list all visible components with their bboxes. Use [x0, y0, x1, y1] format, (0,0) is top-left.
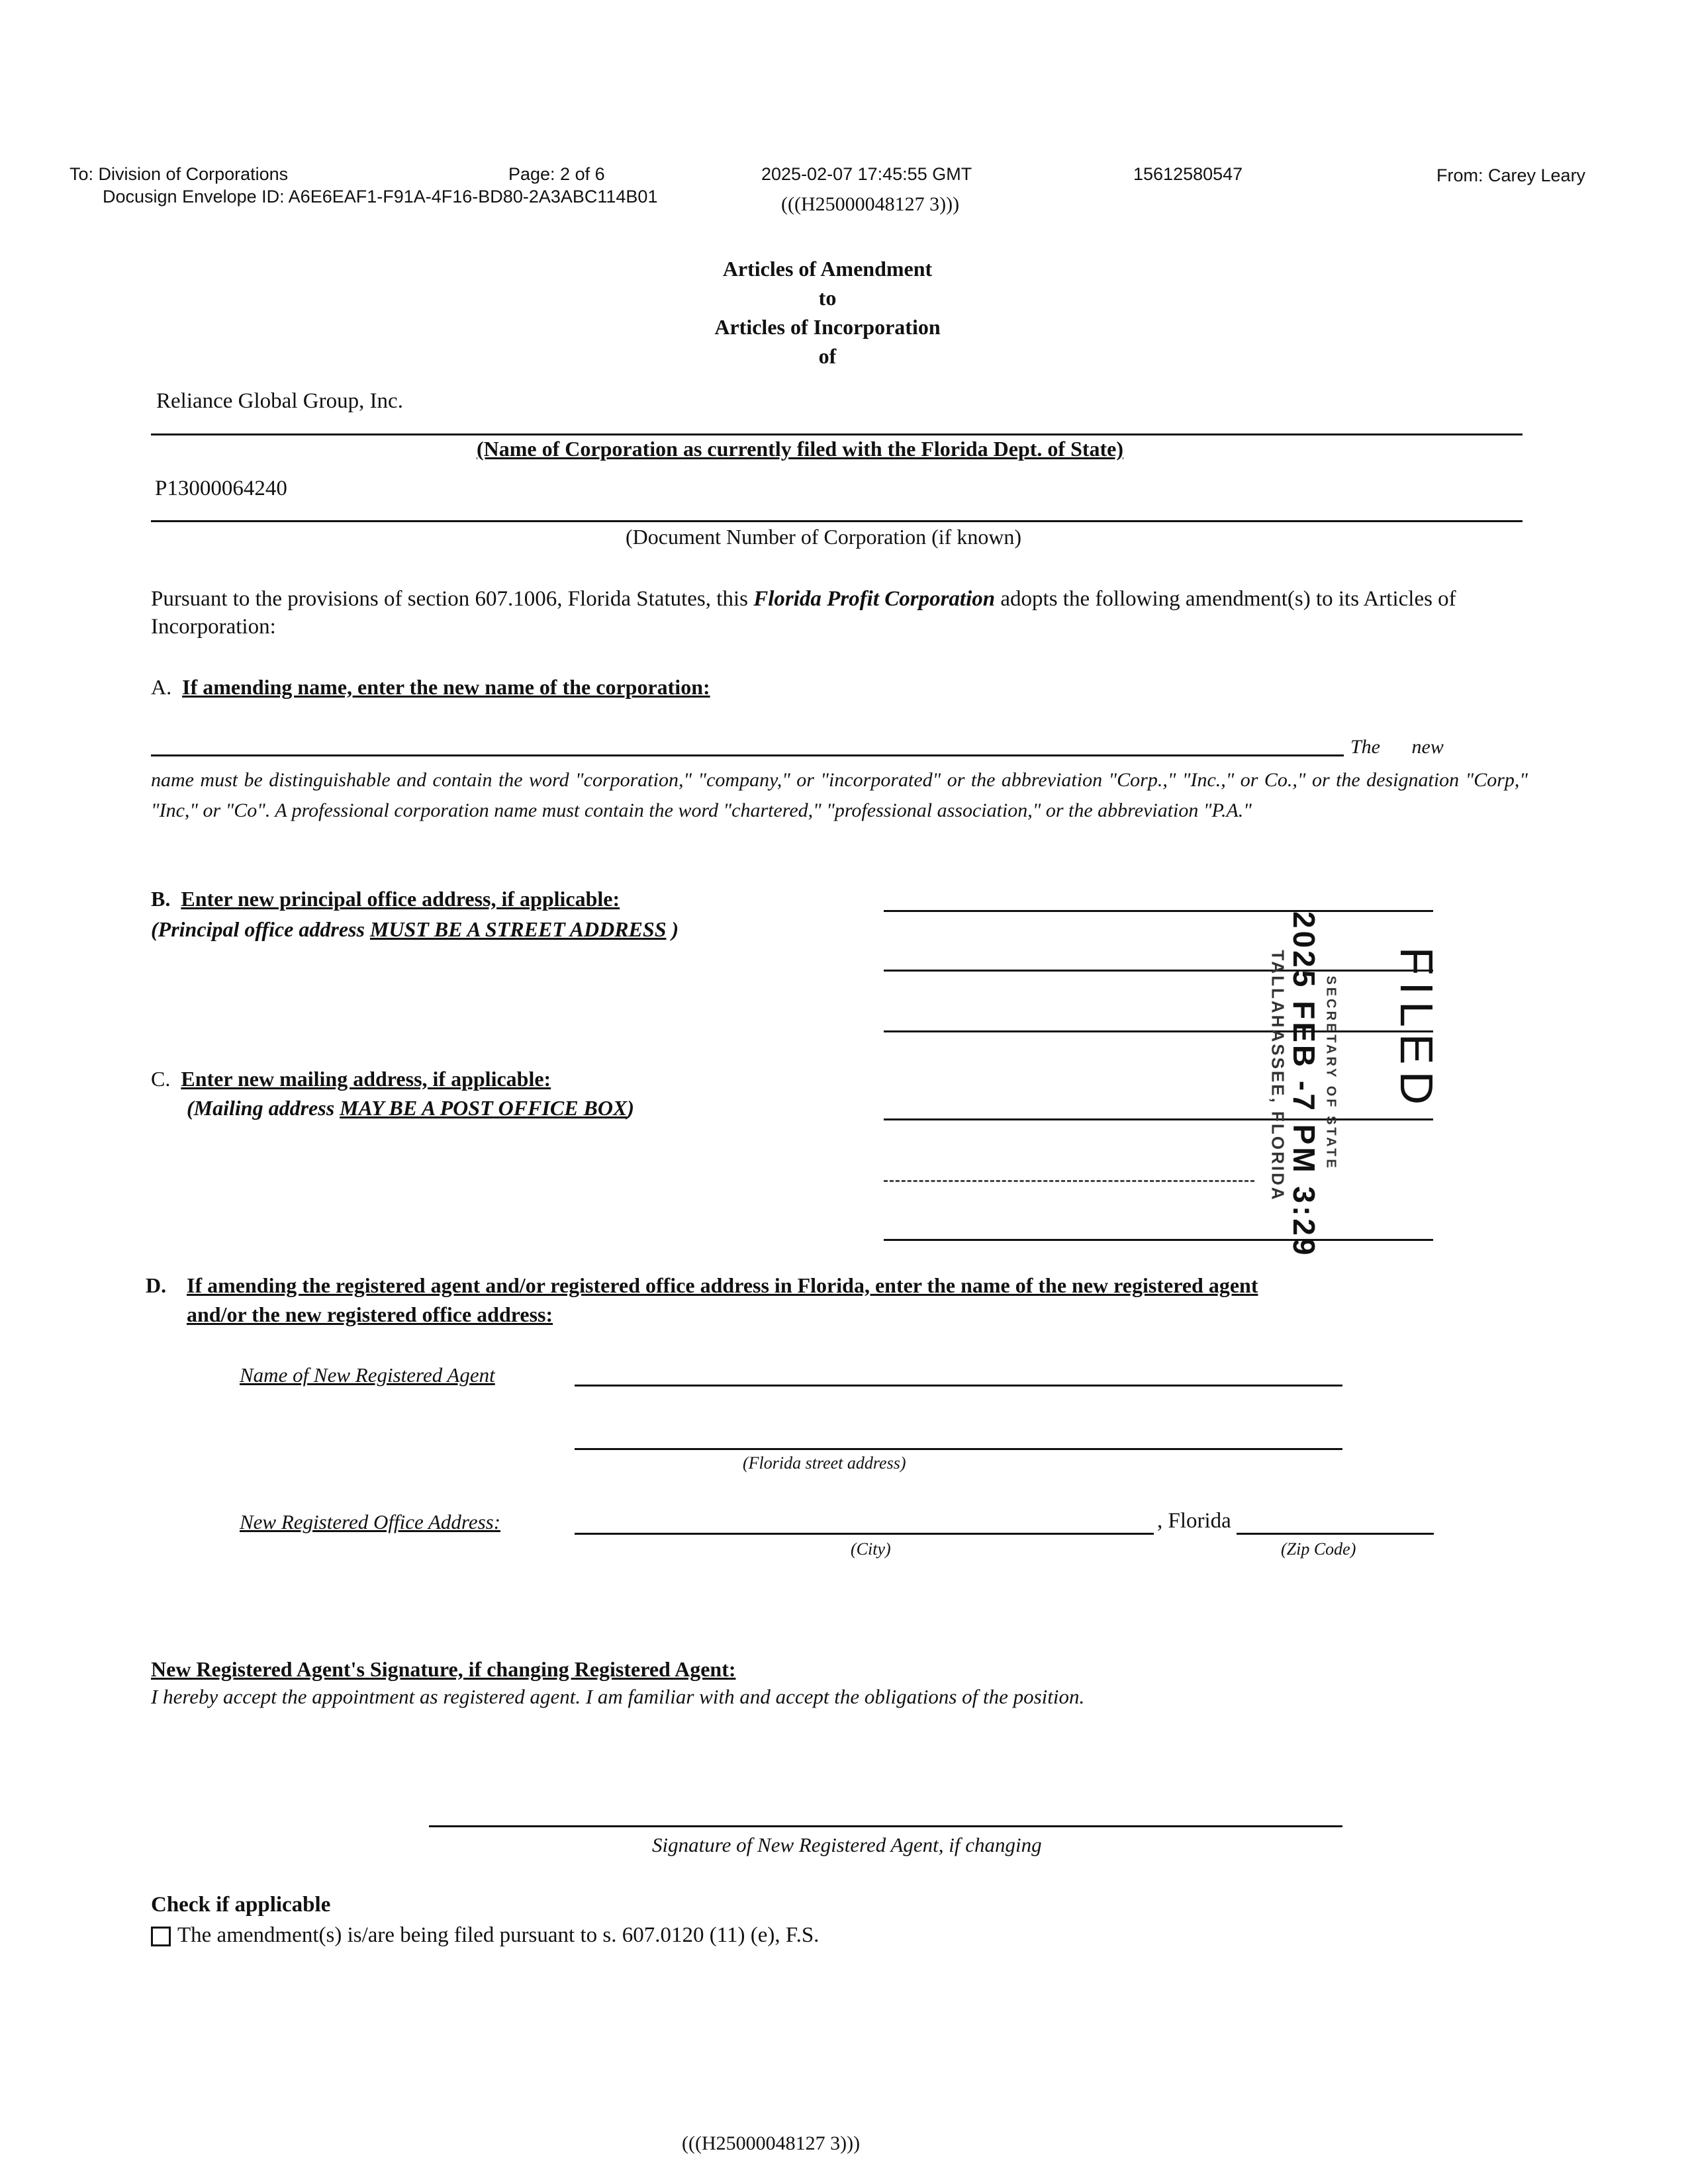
fax-datetime: 2025-02-07 17:45:55 GMT — [761, 164, 972, 184]
title-line-3: Articles of Incorporation — [714, 315, 941, 339]
title-line-1: Articles of Amendment — [722, 257, 933, 281]
intro-prefix: Pursuant to the provisions of section 607.1006, Florida Statutes, this — [151, 587, 754, 611]
section-c-note-prefix: (Mailing address — [187, 1096, 340, 1120]
intro-suffix: adopts the following amendment(s) to its Articles of Incorporation: — [151, 587, 1456, 639]
document-number-caption: (Document Number of Corporation (if known) — [626, 525, 1022, 549]
office-address-label: New Registered Office Address: — [240, 1510, 501, 1533]
city-line[interactable] — [575, 1533, 1154, 1535]
new-name-line[interactable] — [151, 754, 1344, 756]
document-number: P13000064240 — [155, 477, 287, 500]
signature-heading: New Registered Agent's Signature, if changing Registered Agent: — [151, 1657, 736, 1681]
section-b-note-suffix: ) — [666, 917, 679, 941]
fax-to: To: Division of Corporations — [70, 164, 289, 184]
section-d-title: If amending the registered agent and/or registered office address in Florida, enter the name of the new registered agent and/or the new registered office address: — [187, 1273, 1258, 1326]
section-a-title: If amending name, enter the new name of the corporation: — [182, 675, 710, 699]
stamp-filed: FILED — [1391, 946, 1442, 1112]
section-a-note-start: The new — [1350, 736, 1444, 758]
section-b-title: Enter new principal office address, if applicable: — [181, 887, 620, 911]
section-c-note-emph: MAY BE A POST OFFICE BOX — [340, 1096, 628, 1120]
section-d-heading — [146, 1271, 166, 1300]
fax-tracking-number: (((H25000048127 3))) — [781, 193, 960, 215]
section-c-heading — [151, 1067, 551, 1091]
section-a-heading — [151, 675, 710, 700]
section-d-letter: D. — [146, 1273, 167, 1297]
checkbox[interactable] — [151, 1927, 171, 1946]
agent-name-line[interactable] — [575, 1385, 1342, 1387]
section-c-title: Enter new mailing address, if applicable: — [181, 1067, 551, 1091]
fax-phone: 15612580547 — [1133, 164, 1243, 184]
section-b-note-emph: MUST BE A STREET ADDRESS — [369, 917, 667, 941]
section-b-heading — [151, 887, 620, 911]
section-a-letter: A. — [151, 675, 172, 699]
fax-page: Page: 2 of 6 — [508, 164, 605, 184]
section-a-note: name must be distinguishable and contain the word "corporation," "company," or "incorporated" or the abbreviation "Corp.," "Inc.," or Co.," or the designation "Corp," "Inc," or "Co". A professional corporation name must contain the word "chartered," "professional association," or the abbreviation "P.A." — [151, 769, 1528, 821]
title-line-2: to — [818, 286, 837, 310]
section-b-note — [151, 917, 679, 942]
fax-from: From: Carey Leary — [1436, 165, 1586, 185]
check-item-label: The amendment(s) is/are being filed pursuant to s. 607.0120 (11) (e), F.S. — [177, 1923, 820, 1947]
intro-corp-type: Florida Profit Corporation — [753, 587, 996, 611]
florida-street-address-line[interactable] — [575, 1448, 1342, 1450]
document-number-line — [151, 520, 1523, 522]
corporation-name-caption: (Name of Corporation as currently filed with the Florida Dept. of State) — [477, 437, 1124, 461]
filed-stamp — [1244, 910, 1463, 1258]
section-b-letter: B. — [151, 887, 171, 911]
agent-name-label: Name of New Registered Agent — [240, 1363, 495, 1387]
signature-statement: I hereby accept the appointment as registered agent. I am familiar with and accept the obligations of the position. — [151, 1685, 1085, 1708]
zip-code-caption: (Zip Code) — [1281, 1539, 1356, 1559]
corporation-name-line — [151, 433, 1523, 435]
intro-paragraph — [151, 585, 1524, 641]
section-c-letter: C. — [151, 1067, 171, 1091]
signature-caption: Signature of New Registered Agent, if changing — [652, 1833, 1042, 1856]
city-caption: (City) — [851, 1539, 891, 1559]
section-b-note-prefix: (Principal office address — [151, 917, 370, 941]
stamp-location: TALLAHASSEE, FLORIDA — [1268, 950, 1288, 1202]
corporation-name: Reliance Global Group, Inc. — [156, 389, 403, 413]
mailing-address-line-2[interactable] — [884, 1180, 1254, 1182]
footer-tracking-number: (((H25000048127 3))) — [682, 2132, 861, 2154]
check-item — [151, 1923, 819, 1948]
section-c-note-suffix: ) — [627, 1096, 634, 1120]
stamp-date: 2025 FEB -7 PM 3:29 — [1287, 911, 1321, 1258]
docusign-envelope-id: Docusign Envelope ID: A6E6EAF1-F91A-4F16-BD80-2A3ABC114B01 — [103, 187, 658, 206]
stamp-office: SECRETARY OF STATE — [1323, 976, 1338, 1171]
zip-code-line[interactable] — [1237, 1533, 1434, 1535]
florida-street-caption: (Florida street address) — [743, 1453, 906, 1473]
signature-line[interactable] — [429, 1825, 1342, 1827]
check-heading: Check if applicable — [151, 1893, 331, 1917]
section-c-note — [187, 1096, 634, 1120]
title-line-4: of — [818, 344, 837, 368]
florida-state-label: , Florida — [1157, 1509, 1231, 1533]
